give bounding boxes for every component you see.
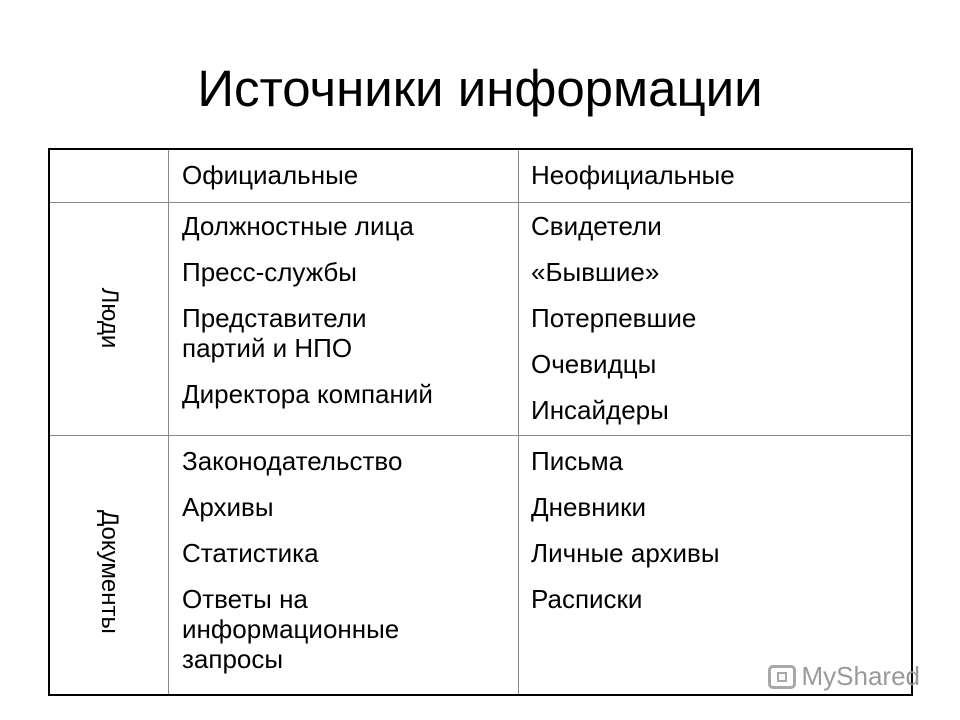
- list-item: Инсайдеры: [531, 395, 669, 425]
- people-unofficial-list: [531, 211, 901, 441]
- list-item: Очевидцы: [531, 349, 657, 379]
- myshared-logo-icon: [768, 665, 796, 689]
- header-official: Официальные: [182, 160, 359, 190]
- list-item: Письма: [531, 446, 624, 476]
- page-title: Источники информации: [197, 60, 763, 117]
- list-item: Должностные лица: [182, 211, 414, 241]
- column-divider: [518, 150, 519, 694]
- people-official-list: [182, 211, 512, 425]
- list-item: Потерпевшие: [531, 303, 697, 333]
- list-item: Архивы: [182, 492, 274, 522]
- list-item: «Бывшие»: [531, 257, 660, 287]
- sources-table: [48, 148, 913, 696]
- documents-official-list: [182, 446, 512, 690]
- list-item: Личные архивы: [531, 538, 720, 568]
- list-item: Законодательство: [182, 446, 403, 476]
- list-item: Расписки: [531, 584, 643, 614]
- list-item: Представители партий и НПО: [182, 303, 367, 363]
- watermark-text: MyShared: [801, 661, 920, 691]
- row-label-documents: Документы: [96, 510, 123, 634]
- list-item: Статистика: [182, 538, 319, 568]
- list-item: Свидетели: [531, 211, 662, 241]
- list-item: Ответы на информационные запросы: [182, 584, 400, 674]
- list-item: Дневники: [531, 492, 647, 522]
- documents-unofficial-list: [531, 446, 901, 630]
- list-item: Пресс-службы: [182, 257, 357, 287]
- watermark: [768, 661, 921, 692]
- header-divider: [50, 202, 911, 203]
- header-unofficial: Неофициальные: [531, 160, 735, 190]
- list-item: Директора компаний: [182, 379, 433, 409]
- label-column-divider: [168, 150, 169, 694]
- row-label-people: Люди: [96, 287, 123, 349]
